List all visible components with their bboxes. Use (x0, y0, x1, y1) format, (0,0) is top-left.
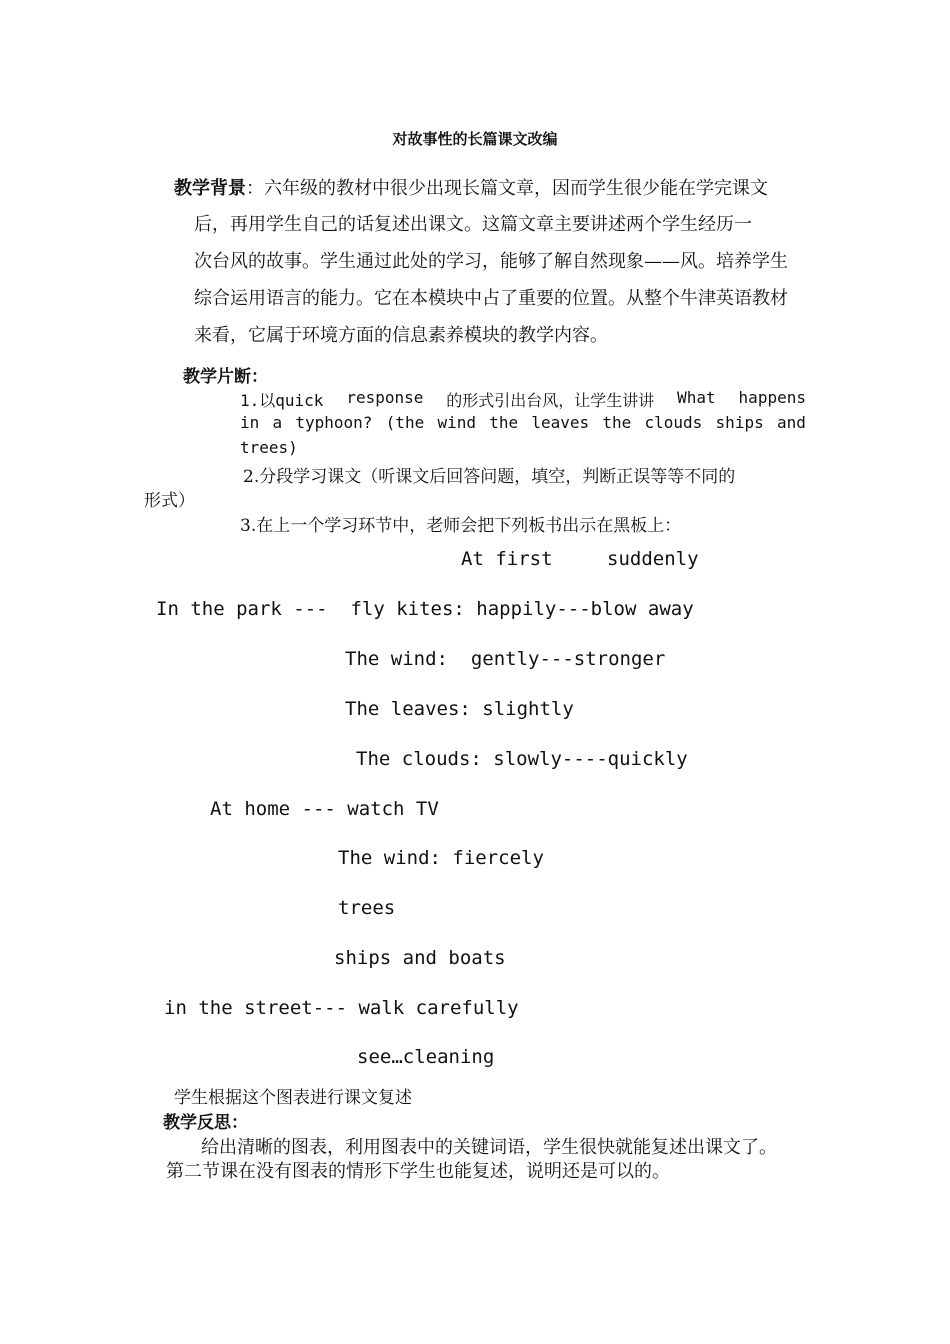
background-line-2: 后，再用学生自己的话复述出课文。这篇文章主要讲述两个学生经历一 (194, 214, 752, 235)
board-leaves: The leaves: slightly (345, 698, 574, 720)
word: ships (715, 413, 764, 432)
board-see-cleaning: see…cleaning (357, 1046, 495, 1068)
background-colon: ： (246, 178, 264, 199)
word: typhoon? (295, 413, 373, 432)
fragment-item-2-line-2: 形式） (144, 491, 195, 511)
word: clouds (644, 413, 703, 432)
word: and (776, 413, 806, 432)
background-line-4: 综合运用语言的能力。它在本模块中占了重要的位置。从整个牛津英语教材 (194, 288, 788, 309)
background-heading: 教学背景 (174, 178, 246, 199)
word: happens (738, 388, 806, 407)
retell-note: 学生根据这个图表进行课文复述 (174, 1088, 412, 1108)
document-title: 对故事性的长篇课文改编 (392, 130, 558, 148)
word: 1.以quick (240, 391, 324, 410)
board-header-suddenly: suddenly (607, 548, 699, 570)
reflection-line-1: 给出清晰的图表，利用图表中的关键词语，学生很快就能复述出课文了。 (201, 1137, 777, 1158)
background-line-5: 来看，它属于环境方面的信息素养模块的教学内容。 (194, 325, 608, 346)
background-line-3: 次台风的故事。学生通过此处的学习，能够了解自然现象——风。培养学生 (194, 251, 788, 272)
board-wind-gently: The wind: gently---stronger (345, 648, 666, 670)
word: 的形式引出台风，让学生讲讲 (446, 391, 655, 410)
background-first-line (174, 171, 768, 207)
word: response (346, 388, 424, 407)
word: the (489, 413, 519, 432)
fragment-item-2-line-1: 2.分段学习课文（听课文后回答问题，填空，判断正误等等不同的 (243, 467, 736, 487)
board-wind-fiercely: The wind: fiercely (338, 847, 544, 869)
board-trees: trees (338, 897, 396, 919)
fragment-item-1-line-1 (240, 388, 806, 411)
board-home: At home --- watch TV (210, 798, 439, 820)
board-park: In the park --- fly kites: happily---blow away (156, 598, 694, 620)
word: What (677, 388, 716, 407)
word: the (602, 413, 632, 432)
board-street: in the street--- walk carefully (164, 997, 519, 1019)
reflection-heading: 教学反思： (163, 1113, 248, 1133)
board-header-at-first: At first (461, 548, 553, 570)
board-clouds: The clouds: slowly----quickly (356, 748, 688, 770)
fragment-item-1-line-3: trees) (240, 438, 298, 457)
word: a (272, 413, 283, 432)
fragment-item-1-line-2 (240, 413, 806, 432)
reflection-line-2: 第二节课在没有图表的情形下学生也能复述，说明还是可以的。 (166, 1161, 670, 1182)
fragment-item-3: 3.在上一个学习环节中，老师会把下列板书出示在黑板上： (240, 516, 682, 536)
word: leaves (531, 413, 590, 432)
word: (the (385, 413, 425, 432)
background-line-1: 六年级的教材中很少出现长篇文章，因而学生很少能在学完课文 (264, 178, 768, 199)
word: wind (437, 413, 476, 432)
board-ships-boats: ships and boats (334, 947, 506, 969)
fragments-heading: 教学片断： (183, 367, 268, 387)
word: in (240, 413, 260, 432)
